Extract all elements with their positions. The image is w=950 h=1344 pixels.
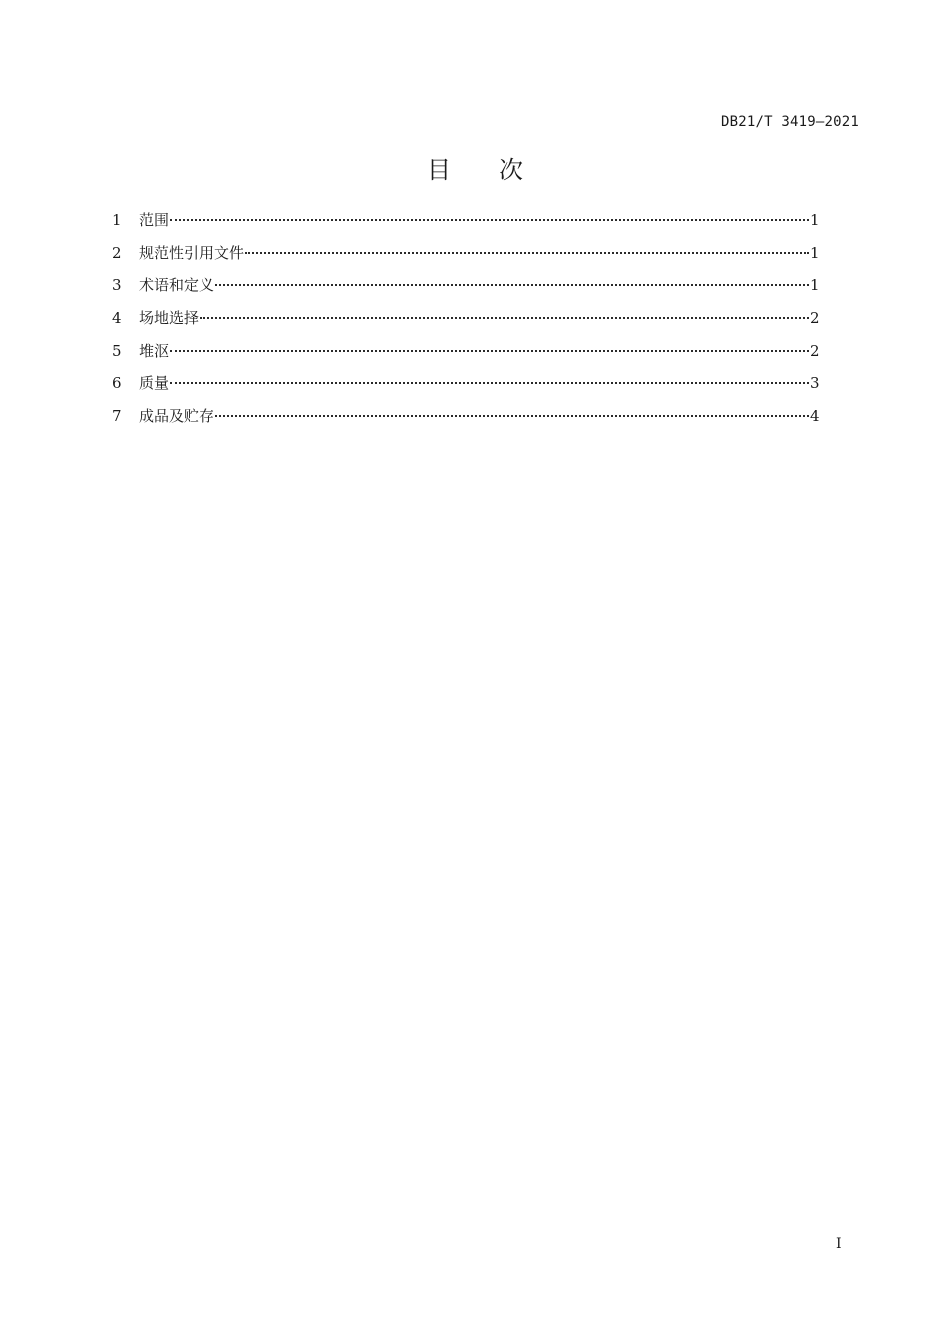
- toc-title: 目次: [427, 156, 571, 184]
- toc-entry-number: 1: [112, 211, 122, 229]
- toc-dot-leader: [200, 317, 809, 319]
- toc-entry-page: 2: [810, 309, 820, 328]
- toc-entry-title: 术语和定义: [139, 276, 215, 295]
- standard-code: DB21/T 3419—2021: [720, 114, 859, 130]
- toc-entry-number: 4: [112, 309, 122, 328]
- toc-entry[interactable]: [112, 237, 818, 270]
- toc-entry-title: 成品及贮存: [139, 407, 215, 426]
- toc-list: [112, 204, 818, 433]
- toc-entry-number: 5: [112, 341, 122, 360]
- toc-dot-leader: [170, 219, 809, 221]
- toc-entry-title: 范围: [139, 211, 170, 229]
- toc-entry-number: 6: [112, 374, 122, 393]
- toc-entry-number: 2: [112, 243, 122, 262]
- toc-entry[interactable]: [112, 335, 818, 368]
- toc-entry[interactable]: [112, 269, 818, 302]
- toc-entry-number: 3: [112, 276, 122, 295]
- page-number: I: [836, 1236, 842, 1252]
- toc-entry[interactable]: [112, 204, 818, 237]
- toc-entry[interactable]: [112, 400, 818, 433]
- toc-entry-page: 1: [810, 211, 820, 229]
- toc-entry-number: 7: [112, 407, 122, 426]
- toc-dot-leader: [215, 415, 809, 417]
- toc-entry-title: 规范性引用文件: [139, 243, 245, 262]
- toc-entry-page: 1: [810, 243, 820, 262]
- toc-entry-page: 1: [810, 276, 820, 295]
- toc-entry-title: 质量: [139, 374, 170, 393]
- toc-entry-page: 2: [810, 341, 820, 360]
- toc-entry-page: 4: [810, 407, 820, 426]
- toc-entry-title: 场地选择: [139, 309, 200, 328]
- toc-entry-page: 3: [810, 374, 820, 393]
- toc-entry[interactable]: [112, 367, 818, 400]
- toc-entry[interactable]: [112, 302, 818, 335]
- toc-dot-leader: [170, 350, 809, 352]
- toc-entry-title: 堆沤: [139, 341, 170, 360]
- toc-dot-leader: [245, 252, 809, 254]
- toc-dot-leader: [170, 382, 809, 384]
- toc-dot-leader: [215, 284, 809, 286]
